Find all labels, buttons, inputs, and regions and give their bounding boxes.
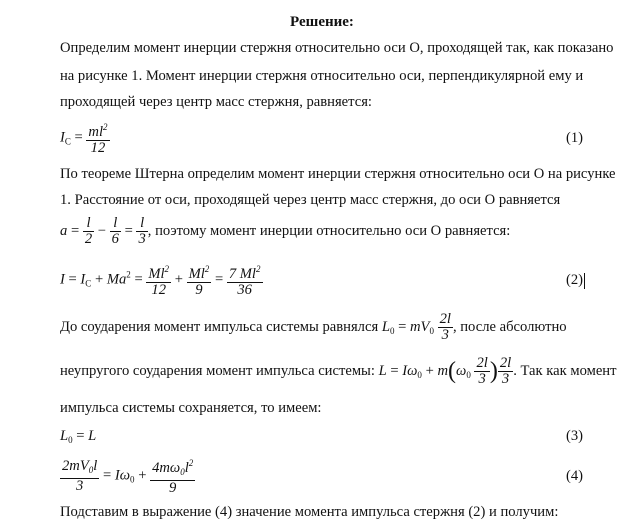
paragraph-line: Определим момент инерции стержня относительно оси О, проходящей так, как показано	[60, 40, 614, 56]
equation-3: $L_0 = L$	[60, 428, 97, 445]
paragraph-line: 1. Расстояние от оси, проходящей через центр масс стержня, до оси О равняется	[60, 192, 561, 208]
equation-2: $I = I_C + Ma^2$ = $\frac{Ml^2}{12}$ + $\frac{Ml^2}{9}$ = $\frac{7 Ml^2}{36}$	[60, 264, 261, 298]
paragraph-text: , после абсолютно	[452, 318, 567, 335]
paragraph-line: По теореме Штерна определим момент инерции стержня относительно оси О на рисунке	[60, 166, 616, 182]
paragraph-text: неупругого соударения момент импульса системы:	[60, 362, 375, 379]
paragraph-line-with-formula: неупругого соударения момент импульса системы: $L = I\omega_0 + m(\omega_0$ $\frac{2l}{3}$ ) $\frac{2l}{3}$ . Так как момент	[60, 355, 617, 387]
paragraph-text: , поэтому момент инерции относительно оси О равняется:	[147, 222, 511, 239]
equation-number-4: (4)	[566, 468, 584, 484]
equation-number-3: (3)	[566, 428, 584, 444]
equation-number-2: (2)	[566, 272, 584, 288]
equation-1: $I_C$ = $\frac{ml^2}{12}$	[60, 122, 108, 156]
paragraph-line: проходящей через центр масс стержня, равняется:	[60, 94, 372, 110]
paragraph-line: на рисунке 1. Момент инерции стержня относительно оси, перпендикулярной ему и	[60, 68, 584, 84]
equation-number-1: (1)	[566, 130, 584, 146]
paragraph-text: . Так как момент	[513, 362, 617, 379]
paragraph-line-with-formula: До соударения момент импульса системы равнялся $L_0 = mV_0$ $\frac{2l}{3}$ , после абсолютно	[60, 311, 567, 343]
equation-4: $\frac{2mV_0l}{3}$ = $I\omega_0$ + $\frac{4m\omega_0l^2}{9}$	[62, 457, 194, 496]
paragraph-line: Подставим в выражение (4) значение момента импульса стержня (2) и получим:	[60, 504, 559, 520]
paragraph-text: До соударения момент импульса системы равнялся	[60, 318, 379, 335]
solution-heading: Решение:	[290, 14, 354, 30]
text-cursor	[584, 273, 585, 289]
distance-formula-line: a = $\frac{l}{2}$ − $\frac{l}{6}$ = $\frac{l}{3}$ , поэтому момент инерции относительно оси О равняется:	[60, 215, 511, 247]
paragraph-line: импульса системы сохраняется, то имеем:	[60, 400, 322, 416]
